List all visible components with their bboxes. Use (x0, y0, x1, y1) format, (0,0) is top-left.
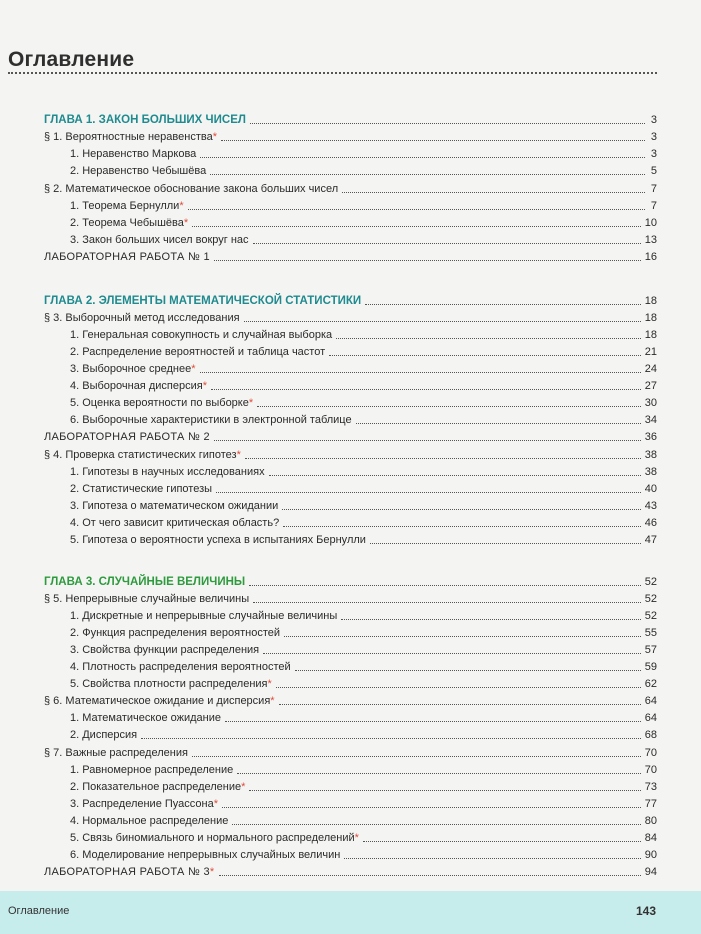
leader-dots (249, 585, 645, 586)
toc-entry-title: 1. Гипотезы в научных исследованиях (70, 464, 269, 480)
toc-entry-title: 3. Гипотеза о математическом ожидании (70, 498, 282, 514)
toc-entry-item (0, 779, 701, 795)
toc-entry-page: 62 (641, 676, 657, 692)
toc-entry-item (0, 498, 701, 514)
toc-entry-item (0, 676, 701, 692)
toc-entry-page: 7 (647, 181, 657, 197)
leader-dots (214, 440, 645, 441)
toc-entry-page: 55 (641, 625, 657, 641)
toc-entry-item (0, 215, 701, 231)
toc-entry-page: 18 (641, 310, 657, 326)
toc-entry-page: 90 (641, 847, 657, 863)
toc-entry-section (0, 129, 701, 145)
toc-entry-page: 38 (641, 464, 657, 480)
leader-dots (214, 260, 645, 261)
toc-entry-item (0, 659, 701, 675)
leader-dots (222, 807, 645, 808)
toc-entry-page: 84 (641, 830, 657, 846)
toc-entry-item (0, 232, 701, 248)
toc-entry-title: 1. Неравенство Маркова (70, 146, 200, 162)
toc-entry-title: 2. Статистические гипотезы (70, 481, 216, 497)
toc-entry-page: 5 (647, 163, 657, 179)
leader-dots (211, 389, 645, 390)
toc-entry-title: § 3. Выборочный метод исследования (44, 310, 244, 326)
leader-dots (249, 790, 645, 791)
toc-entry-page: 16 (641, 249, 657, 265)
leader-dots (269, 475, 645, 476)
leader-dots (283, 526, 645, 527)
toc-entry-chapter (0, 574, 701, 590)
toc-entry-item (0, 625, 701, 641)
toc-entry-title: 4. Плотность распределения вероятностей (70, 659, 295, 675)
toc-entry-chapter (0, 112, 701, 128)
toc-entry-title: 2. Неравенство Чебышёва (70, 163, 210, 179)
asterisk-mark-icon: * (236, 449, 241, 461)
leader-dots (200, 372, 645, 373)
page-number: 143 (635, 904, 656, 918)
toc-entry-item (0, 608, 701, 624)
toc-entry-title: 1. Генеральная совокупность и случайная выборка (70, 327, 336, 343)
toc-entry-page: 52 (641, 574, 657, 590)
asterisk-mark-icon: * (354, 832, 359, 844)
toc-entry-title: ЛАБОРАТОРНАЯ РАБОТА № 2 (44, 429, 214, 445)
toc-entry-title: § 6. Математическое ожидание и дисперсия* (44, 693, 279, 709)
toc-entry-title: 2. Показательное распределение* (70, 779, 249, 795)
toc-entry-page: 64 (641, 710, 657, 726)
page-title: Оглавление (8, 48, 135, 71)
toc-entry-title: ГЛАВА 1. ЗАКОН БОЛЬШИХ ЧИСЕЛ (44, 112, 250, 128)
leader-dots (276, 687, 645, 688)
toc-entry-item (0, 327, 701, 343)
toc-entry-page: 18 (641, 293, 657, 309)
toc-entry-title: 6. Выборочные характеристики в электронной таблице (70, 412, 356, 428)
toc-entry-page: 52 (641, 608, 657, 624)
toc-entry-item (0, 642, 701, 658)
toc-entry-page: 24 (641, 361, 657, 377)
toc-entry-title: 1. Теорема Бернулли* (70, 198, 188, 214)
leader-dots (336, 338, 645, 339)
toc-entry-item (0, 710, 701, 726)
leader-dots (257, 406, 645, 407)
asterisk-mark-icon: * (212, 131, 217, 143)
toc-entry-section (0, 181, 701, 197)
toc-entry-title: 1. Математическое ожидание (70, 710, 225, 726)
leader-dots (329, 355, 645, 356)
leader-dots (200, 157, 645, 158)
leader-dots (244, 321, 645, 322)
toc-entry-item (0, 830, 701, 846)
toc-entry-title: 3. Закон больших чисел вокруг нас (70, 232, 253, 248)
toc-entry-title: ГЛАВА 3. СЛУЧАЙНЫЕ ВЕЛИЧИНЫ (44, 574, 249, 590)
asterisk-mark-icon: * (191, 363, 196, 375)
asterisk-mark-icon: * (267, 678, 272, 690)
toc-entry-page: 7 (647, 198, 657, 214)
toc-entry-section (0, 745, 701, 761)
leader-dots (253, 243, 645, 244)
leader-dots (253, 602, 645, 603)
asterisk-mark-icon: * (248, 397, 254, 409)
leader-dots (232, 824, 645, 825)
toc-entry-page: 18 (641, 327, 657, 343)
toc-entry-item (0, 847, 701, 863)
leader-dots (263, 653, 645, 654)
asterisk-mark-icon: * (241, 781, 246, 793)
toc-entry-page: 36 (641, 429, 657, 445)
toc-entry-page: 3 (647, 112, 657, 128)
leader-dots (279, 704, 645, 705)
toc-entry-title: § 1. Вероятностные неравенства* (44, 129, 221, 145)
toc-entry-page: 80 (641, 813, 657, 829)
toc-entry-page: 40 (641, 481, 657, 497)
toc-entry-title: ГЛАВА 2. ЭЛЕМЕНТЫ МАТЕМАТИЧЕСКОЙ СТАТИСТИКИ (44, 293, 365, 309)
toc-entry-item (0, 481, 701, 497)
toc-entry-item (0, 796, 701, 812)
toc-entry-title: 5. Гипотеза о вероятности успеха в испытаниях Бернулли (70, 532, 370, 548)
leader-dots (295, 670, 645, 671)
toc-entry-section (0, 591, 701, 607)
toc-entry-section (0, 310, 701, 326)
toc-entry-page: 64 (641, 693, 657, 709)
toc-entry-page: 3 (647, 146, 657, 162)
toc-entry-title: 6. Моделирование непрерывных случайных величин (70, 847, 344, 863)
leader-dots (237, 773, 645, 774)
leader-dots (344, 858, 645, 859)
toc-entry-chapter (0, 293, 701, 309)
toc-entry-page: 47 (641, 532, 657, 548)
toc-entry-page: 57 (641, 642, 657, 658)
toc-entry-item (0, 762, 701, 778)
toc-entry-title: 3. Свойства функции распределения (70, 642, 263, 658)
toc-entry-item (0, 378, 701, 394)
leader-dots (219, 875, 645, 876)
toc-entry-title: § 4. Проверка статистических гипотез* (44, 447, 245, 463)
toc-entry-title: 5. Оценка вероятности по выборке* (70, 395, 257, 411)
leader-dots (225, 721, 645, 722)
toc-entry-page: 10 (641, 215, 657, 231)
toc-entry-item (0, 813, 701, 829)
toc-entry-page: 34 (641, 412, 657, 428)
toc-entry-page: 68 (641, 727, 657, 743)
toc-entry-item (0, 344, 701, 360)
toc-entry-item (0, 395, 701, 411)
leader-dots (342, 192, 645, 193)
asterisk-mark-icon: * (183, 217, 189, 229)
title-divider (8, 72, 657, 74)
toc-entry-page: 70 (641, 762, 657, 778)
toc-entry-title: 5. Свойства плотности распределения* (70, 676, 276, 692)
toc-entry-page: 38 (641, 447, 657, 463)
toc-entry-title: 2. Функция распределения вероятностей (70, 625, 284, 641)
toc-entry-item (0, 727, 701, 743)
leader-dots (141, 738, 645, 739)
leader-dots (341, 619, 645, 620)
toc-entry-page: 73 (641, 779, 657, 795)
leader-dots (370, 543, 645, 544)
toc-entry-item (0, 198, 701, 214)
toc-entry-page: 59 (641, 659, 657, 675)
toc-entry-item (0, 163, 701, 179)
toc-entry-title: 1. Дискретные и непрерывные случайные величины (70, 608, 341, 624)
toc-entry-item (0, 515, 701, 531)
toc-entry-title: 2. Дисперсия (70, 727, 141, 743)
toc-entry-item (0, 361, 701, 377)
leader-dots (250, 123, 645, 124)
footer-band (0, 891, 701, 934)
toc-entry-title: 1. Равномерное распределение (70, 762, 237, 778)
toc-entry-title: ЛАБОРАТОРНАЯ РАБОТА № 3* (44, 864, 219, 880)
leader-dots (363, 841, 645, 842)
asterisk-mark-icon: * (270, 695, 275, 707)
toc-entry-title: 5. Связь биномиального и нормального распределений* (70, 830, 363, 846)
toc-entry-title: 2. Распределение вероятностей и таблица частот (70, 344, 329, 360)
toc-entry-title: § 2. Математическое обоснование закона больших чисел (44, 181, 342, 197)
leader-dots (188, 209, 645, 210)
toc-entry-page: 21 (641, 344, 657, 360)
toc-entry-section (0, 447, 701, 463)
toc-entry-page: 30 (641, 395, 657, 411)
toc-entry-title: ЛАБОРАТОРНАЯ РАБОТА № 1 (44, 249, 214, 265)
toc-entry-item (0, 464, 701, 480)
toc-entry-page: 94 (641, 864, 657, 880)
toc-entry-page: 46 (641, 515, 657, 531)
leader-dots (284, 636, 645, 637)
leader-dots (365, 304, 645, 305)
toc-entry-title: 4. От чего зависит критическая область? (70, 515, 283, 531)
leader-dots (282, 509, 645, 510)
toc-entry-lab (0, 429, 701, 445)
toc-entry-section (0, 693, 701, 709)
leader-dots (221, 140, 645, 141)
toc-entry-title: 4. Выборочная дисперсия* (70, 378, 211, 394)
leader-dots (192, 226, 645, 227)
toc-entry-lab (0, 249, 701, 265)
toc-entry-title: § 5. Непрерывные случайные величины (44, 591, 253, 607)
leader-dots (245, 458, 645, 459)
asterisk-mark-icon: * (213, 798, 218, 810)
toc-entry-item (0, 532, 701, 548)
toc-entry-page: 43 (641, 498, 657, 514)
asterisk-mark-icon: * (209, 866, 215, 878)
footer-label: Оглавление (8, 905, 70, 917)
toc-entry-page: 77 (641, 796, 657, 812)
leader-dots (356, 423, 645, 424)
asterisk-mark-icon: * (202, 380, 207, 392)
toc-entry-item (0, 146, 701, 162)
toc-entry-title: § 7. Важные распределения (44, 745, 192, 761)
asterisk-mark-icon: * (179, 200, 184, 212)
toc-entry-page: 3 (647, 129, 657, 145)
toc-entry-lab (0, 864, 701, 880)
toc-entry-page: 27 (641, 378, 657, 394)
toc-entry-page: 70 (641, 745, 657, 761)
toc-entry-item (0, 412, 701, 428)
toc-entry-page: 13 (641, 232, 657, 248)
toc-entry-page: 52 (641, 591, 657, 607)
leader-dots (192, 756, 645, 757)
toc-entry-title: 3. Выборочное среднее* (70, 361, 200, 377)
toc-entry-title: 3. Распределение Пуассона* (70, 796, 222, 812)
leader-dots (210, 174, 645, 175)
toc-entry-title: 2. Теорема Чебышёва* (70, 215, 192, 231)
toc-entry-title: 4. Нормальное распределение (70, 813, 232, 829)
leader-dots (216, 492, 645, 493)
